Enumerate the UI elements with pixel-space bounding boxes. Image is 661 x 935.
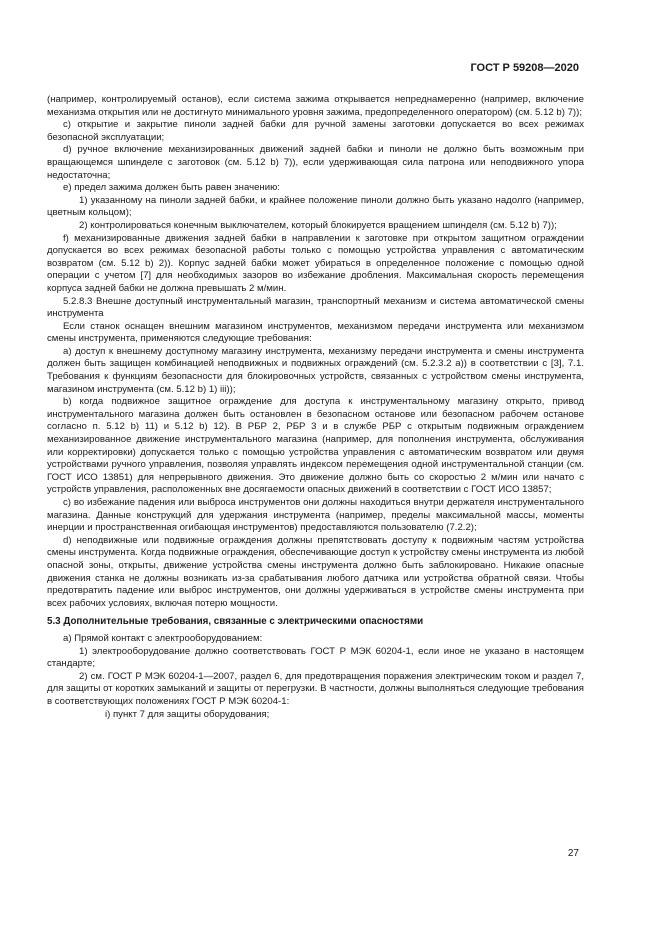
document-header: ГОСТ Р 59208—2020 <box>470 62 579 74</box>
paragraph: a) доступ к внешнему доступному магазину инструмента, механизму передачи инструмента и смены инструмента должен быть защищен комбинацией неподвижных и подвижных ограждений (см. 5.2.3.2 a)) в соответствии с [3], 7.1. Требования к функциям безопасности для блокировочных устройств, связанных с устройством смены инструмента, магазином инструмента (см. 5.12 b) 1) iii)); <box>47 345 584 395</box>
page-number: 27 <box>567 848 579 859</box>
paragraph: 5.2.8.3 Внешне доступный инструментальный магазин, транспортный механизм и система автоматической смены инструмента <box>47 295 584 320</box>
paragraph: d) ручное включение механизированных движений задней бабки и пиноли не должно быть возможным при вращающемся шпинделе с заготовок (см. 5.12 b) 7)), если удерживающая сила патрона или неподвижного упора недостаточна; <box>47 144 584 181</box>
paragraph: 2) см. ГОСТ Р МЭК 60204-1—2007, раздел 6, для предотвращения поражения электрическим током и раздел 7, для защиты от коротких замыканий и защиты от перегрузки. В частности, должны выполняться следующие требования в соответствующих положениях ГОСТ Р МЭК 60204-1: <box>47 670 584 707</box>
paragraph: e) предел зажима должен быть равен значению: <box>63 182 280 194</box>
paragraph: 1) электрооборудование должно соответствовать ГОСТ Р МЭК 60204-1, если иное не указано в настоящем стандарте; <box>47 645 584 670</box>
paragraph: c) во избежание падения или выброса инструментов они должны находиться внутри держателя инструментального магазина. Данные конструкций для удержания инструмента (например, пределы максимальной массы, моменты инерции и пространственная огибающая инструментов) предоставляются пользователю (7.2.2); <box>47 497 584 534</box>
paragraph: 2) контролироваться конечным выключателем, который блокируется вращением шпинделя (см. 5.12 b) 7)); <box>79 219 557 231</box>
paragraph: 1) указанному на пиноли задней бабки, и крайнее положение пиноли должно быть указано надолго (например, цветным кольцом); <box>47 194 584 219</box>
section-title: 5.3 Дополнительные требования, связанные с электрическими опасностями <box>47 616 424 628</box>
paragraph: a) Прямой контакт с электрооборудованием: <box>63 632 263 644</box>
paragraph: d) неподвижные или подвижные ограждения должны препятствовать доступу к подвижным частям устройства смены инструмента. Когда подвижные ограждения, обеспечивающие доступ к устройству смены инструмента из любой опасной зоны, открыты, движение устройства смены инструмента должно быть заблокировано. Никакие опасные движения станка не должны возникать из-за срабатывания любого датчика или устройства обратной связи. Чтобы предотвратить падение или выброс инструментов, они должны удерживаться в устройстве смены инструмента при всех рабочих условиях, включая потерю мощности. <box>47 534 584 609</box>
paragraph: c) открытие и закрытие пиноли задней бабки для ручной замены заготовки допускается во всех режимах безопасной эксплуатации; <box>47 119 584 143</box>
paragraph: b) когда подвижное защитное ограждение для доступа к инструментальному магазину открыто, привод инструментального магазина должен быть остановлен в безопасном останове или безопасном рабочем останове согласно п. 5.12 b) 11) и 5.12 b) 12). В РБР 2, РБР 3 и в службе РБР с открытым подвижным ограждением механизированное движение инструментального магазина (например, для пополнения инструмента, обслуживания или корректировки) допускается только с помощью устройства управления с автоматическим возвратом или двумя устройствами ручного управления, позволяя управлять индексом перемещения одной инструментальной станции (см. ГОСТ ИСО 13851) для непрерывного движения. Это движение должно быть со скоростью 2 м/мин или начато с устройств управления, расположенных вне досягаемости опасных движений в соответствии с ГОСТ ИСО 13857; <box>47 396 584 496</box>
paragraph: f) механизированные движения задней бабки в направлении к заготовке при открытом защитном ограждении допускается во всех режимах безопасной работы только с помощью устройства управления с автоматическим возвратом (см. 5.12 b) 2)). Корпус задней бабки может убираться в определенное положение с помощью одной операции с учетом [7] для необходимых зазоров во избежание дробления. Максимальная скорость перемещения корпуса задней бабки не должна превышать 2 м/мин. <box>47 232 584 294</box>
document-body <box>47 94 584 721</box>
paragraph: i) пункт 7 для защиты оборудования; <box>105 708 270 720</box>
paragraph: Если станок оснащен внешним магазином инструментов, механизмом передачи инструмента или механизмом смены инструмента, применяются следующие требования: <box>47 320 584 345</box>
paragraph: (например, контролируемый останов), если система зажима открывается непреднамеренно (например, включение механизма открытия или не достигнуто минимального уровня зажима, предопределенного оператором) (см. 5.12 b) 7)); <box>47 94 584 118</box>
